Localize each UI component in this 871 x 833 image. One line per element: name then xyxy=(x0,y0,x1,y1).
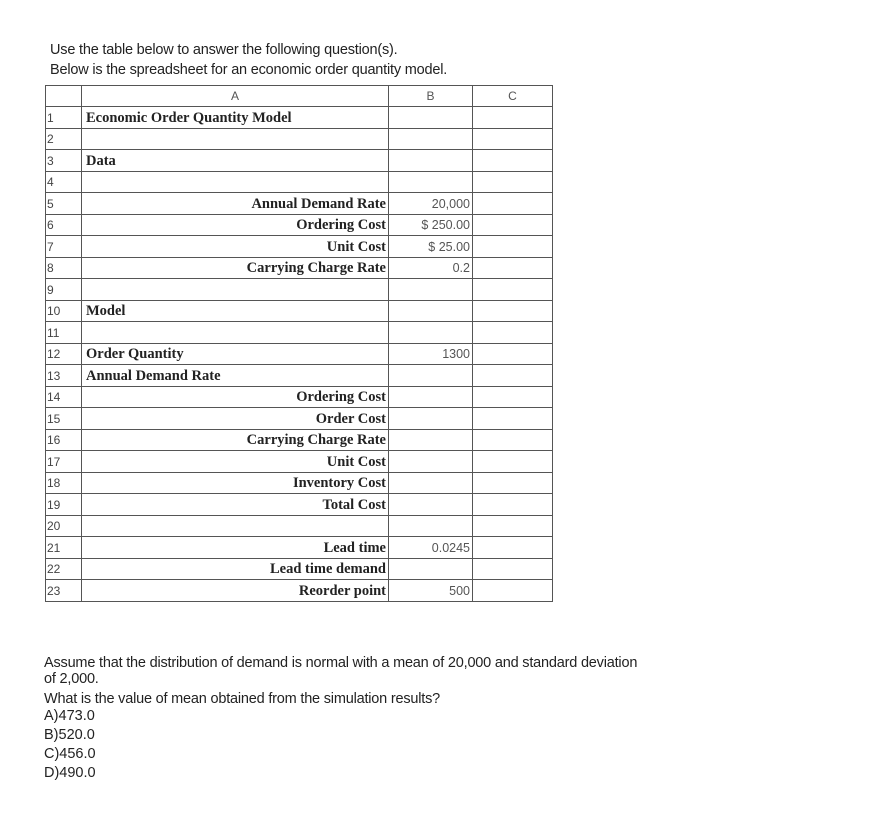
row-number: 1 xyxy=(46,107,82,129)
cell-c xyxy=(473,408,553,430)
sheet-row xyxy=(46,343,553,365)
cell-a-label: Unit Cost xyxy=(82,451,389,473)
cell-b-value xyxy=(389,107,473,129)
cell-c xyxy=(473,494,553,516)
sheet-row xyxy=(46,429,553,451)
cell-a-label xyxy=(82,515,389,537)
cell-a-label: Ordering Cost xyxy=(82,214,389,236)
sheet-row xyxy=(46,386,553,408)
cell-a-label xyxy=(82,279,389,301)
cell-b-value: 500 xyxy=(389,580,473,602)
row-number: 13 xyxy=(46,365,82,387)
cell-b-value xyxy=(389,322,473,344)
sheet-row xyxy=(46,537,553,559)
sheet-row xyxy=(46,558,553,580)
cell-c xyxy=(473,537,553,559)
cell-c xyxy=(473,343,553,365)
sheet-row xyxy=(46,580,553,602)
cell-a-label: Economic Order Quantity Model xyxy=(82,107,389,129)
sheet-row xyxy=(46,107,553,129)
cell-c xyxy=(473,193,553,215)
sheet-row xyxy=(46,171,553,193)
cell-a-label: Annual Demand Rate xyxy=(82,365,389,387)
cell-b-value xyxy=(389,171,473,193)
row-number: 21 xyxy=(46,537,82,559)
row-number: 20 xyxy=(46,515,82,537)
sheet-row xyxy=(46,494,553,516)
cell-b-value: 1300 xyxy=(389,343,473,365)
cell-c xyxy=(473,300,553,322)
cell-a-label xyxy=(82,171,389,193)
cell-a-label: Lead time demand xyxy=(82,558,389,580)
cell-a-label: Lead time xyxy=(82,537,389,559)
sheet-row xyxy=(46,279,553,301)
cell-b-value xyxy=(389,472,473,494)
cell-b-value xyxy=(389,300,473,322)
row-number: 2 xyxy=(46,128,82,150)
cell-c xyxy=(473,386,553,408)
cell-a-label: Data xyxy=(82,150,389,172)
cell-c xyxy=(473,107,553,129)
sheet-row xyxy=(46,322,553,344)
row-number: 14 xyxy=(46,386,82,408)
cell-b-value xyxy=(389,386,473,408)
corner-cell xyxy=(46,86,82,107)
cell-c xyxy=(473,515,553,537)
cell-c xyxy=(473,128,553,150)
cell-b-value xyxy=(389,408,473,430)
row-number: 3 xyxy=(46,150,82,172)
row-number: 9 xyxy=(46,279,82,301)
row-number: 22 xyxy=(46,558,82,580)
option-d[interactable]: D)490.0 xyxy=(44,765,96,781)
cell-c xyxy=(473,214,553,236)
option-c[interactable]: C)456.0 xyxy=(44,746,96,762)
question-line-2: of 2,000. xyxy=(44,671,99,687)
cell-b-value xyxy=(389,150,473,172)
cell-a-label: Inventory Cost xyxy=(82,472,389,494)
sheet-row xyxy=(46,150,553,172)
row-number: 5 xyxy=(46,193,82,215)
cell-a-label xyxy=(82,128,389,150)
sheet-row xyxy=(46,128,553,150)
row-number: 10 xyxy=(46,300,82,322)
row-number: 12 xyxy=(46,343,82,365)
option-b[interactable]: B)520.0 xyxy=(44,727,95,743)
cell-a-label: Order Cost xyxy=(82,408,389,430)
cell-b-value: $ 25.00 xyxy=(389,236,473,258)
cell-a-label: Carrying Charge Rate xyxy=(82,429,389,451)
column-header-a: A xyxy=(82,86,389,107)
cell-c xyxy=(473,558,553,580)
sheet-row xyxy=(46,236,553,258)
option-a[interactable]: A)473.0 xyxy=(44,708,95,724)
row-number: 8 xyxy=(46,257,82,279)
cell-b-value: $ 250.00 xyxy=(389,214,473,236)
cell-c xyxy=(473,580,553,602)
cell-c xyxy=(473,279,553,301)
row-number: 15 xyxy=(46,408,82,430)
question-line-1: Assume that the distribution of demand is normal with a mean of 20,000 and standard deviation xyxy=(44,655,638,671)
row-number: 18 xyxy=(46,472,82,494)
sheet-row xyxy=(46,515,553,537)
cell-a-label xyxy=(82,322,389,344)
cell-b-value xyxy=(389,558,473,580)
intro-line-2: Below is the spreadsheet for an economic order quantity model. xyxy=(50,62,448,78)
sheet-row xyxy=(46,472,553,494)
cell-c xyxy=(473,472,553,494)
spreadsheet-table xyxy=(45,85,553,602)
cell-b-value: 20,000 xyxy=(389,193,473,215)
cell-b-value: 0.0245 xyxy=(389,537,473,559)
cell-c xyxy=(473,236,553,258)
row-number: 17 xyxy=(46,451,82,473)
cell-a-label: Order Quantity xyxy=(82,343,389,365)
cell-a-label: Unit Cost xyxy=(82,236,389,258)
cell-a-label: Ordering Cost xyxy=(82,386,389,408)
cell-a-label: Annual Demand Rate xyxy=(82,193,389,215)
cell-a-label: Total Cost xyxy=(82,494,389,516)
cell-b-value xyxy=(389,128,473,150)
row-number: 7 xyxy=(46,236,82,258)
cell-b-value xyxy=(389,279,473,301)
cell-b-value xyxy=(389,429,473,451)
cell-c xyxy=(473,150,553,172)
cell-a-label: Carrying Charge Rate xyxy=(82,257,389,279)
row-number: 16 xyxy=(46,429,82,451)
cell-c xyxy=(473,365,553,387)
sheet-row xyxy=(46,300,553,322)
sheet-row xyxy=(46,193,553,215)
cell-b-value xyxy=(389,515,473,537)
cell-a-label: Reorder point xyxy=(82,580,389,602)
intro-line-1: Use the table below to answer the following question(s). xyxy=(50,42,398,58)
cell-c xyxy=(473,322,553,344)
sheet-row xyxy=(46,365,553,387)
cell-b-value xyxy=(389,451,473,473)
cell-c xyxy=(473,171,553,193)
cell-c xyxy=(473,257,553,279)
cell-a-label: Model xyxy=(82,300,389,322)
cell-b-value xyxy=(389,365,473,387)
row-number: 23 xyxy=(46,580,82,602)
row-number: 6 xyxy=(46,214,82,236)
question-line-3: What is the value of mean obtained from the simulation results? xyxy=(44,691,441,707)
row-number: 4 xyxy=(46,171,82,193)
sheet-row xyxy=(46,214,553,236)
column-header-c: C xyxy=(473,86,553,107)
cell-b-value: 0.2 xyxy=(389,257,473,279)
cell-c xyxy=(473,429,553,451)
column-header-b: B xyxy=(389,86,473,107)
sheet-row xyxy=(46,451,553,473)
cell-c xyxy=(473,451,553,473)
row-number: 11 xyxy=(46,322,82,344)
sheet-row xyxy=(46,257,553,279)
row-number: 19 xyxy=(46,494,82,516)
cell-b-value xyxy=(389,494,473,516)
sheet-row xyxy=(46,408,553,430)
column-header-row xyxy=(46,86,553,107)
